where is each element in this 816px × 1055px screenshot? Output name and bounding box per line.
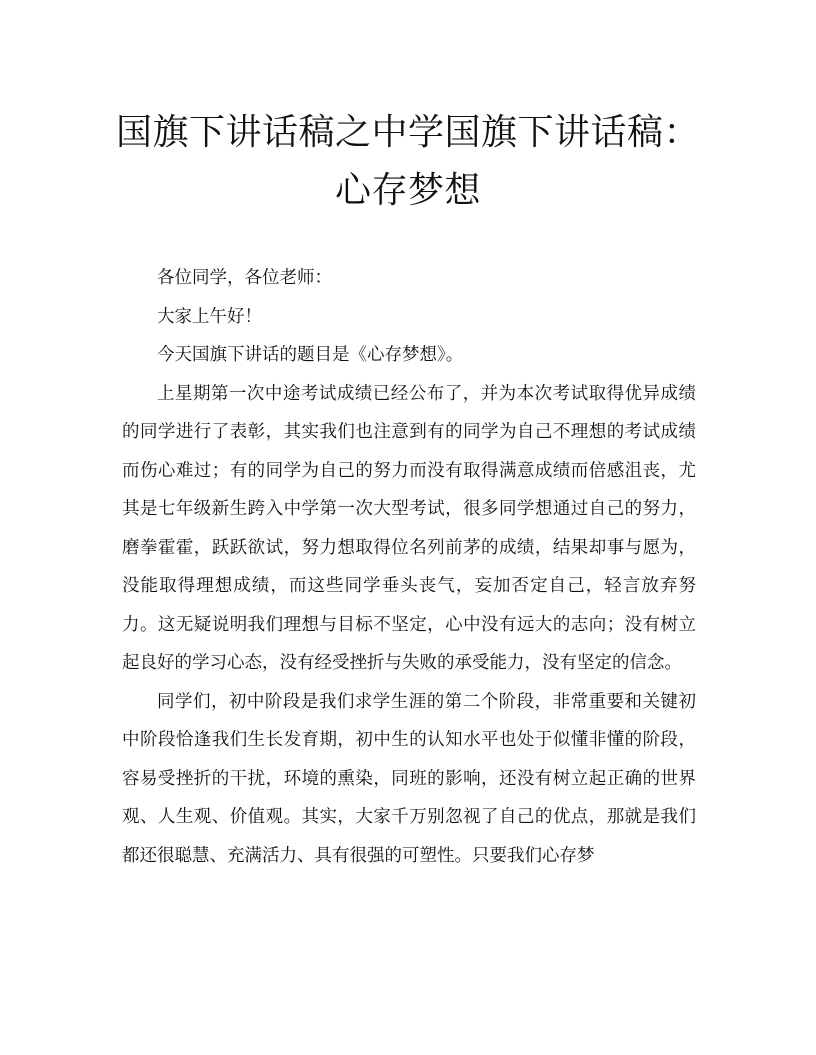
document-title: 国旗下讲话稿之中学国旗下讲话稿：心存梦想 bbox=[115, 112, 700, 211]
paragraph-hello: 大家上午好！ bbox=[157, 306, 262, 327]
paragraph-greeting: 各位同学，各位老师： bbox=[157, 268, 332, 288]
paragraph-junior-high-stage: 同学们，初中阶段是我们求学生涯的第二个阶段，非常重要和关键初中阶段恰逢我们生长发育期，初中生的认知水平也处于似懂非懂的阶段，容易受挫折的干扰，环境的熏染，同班的影响，还没有树立起正确的世界观、人生观、价值观。其实，大家千万别忽视了自己的优点，那就是我们都还很聪慧、充满活力、具有很强的可塑性。只要我们心存梦 bbox=[122, 691, 696, 866]
paragraph-exam-results: 上星期第一次中途考试成绩已经公布了，并为本次考试取得优异成绩的同学进行了表彰，其实我们也注意到有的同学为自己不理想的考试成绩而伤心难过；有的同学为自己的努力而没有取得满意成绩而倍感沮丧，尤其是七年级新生跨入中学第一次大型考试，很多同学想通过自己的努力，磨拳霍霍，跃跃欲试，努力想取得位名列前茅的成绩，结果却事与愿为，没能取得理想成绩，而这些同学垂头丧气，妄加否定自己，轻言放弃努力。这无疑说明我们理想与目标不坚定，心中没有远大的志向；没有树立起良好的学习心态，没有经受挫折与失败的承受能力，没有坚定的信念。 bbox=[122, 383, 696, 673]
document-body bbox=[122, 259, 696, 875]
paragraph-topic: 今天国旗下讲话的题目是《心存梦想》。 bbox=[157, 345, 464, 365]
